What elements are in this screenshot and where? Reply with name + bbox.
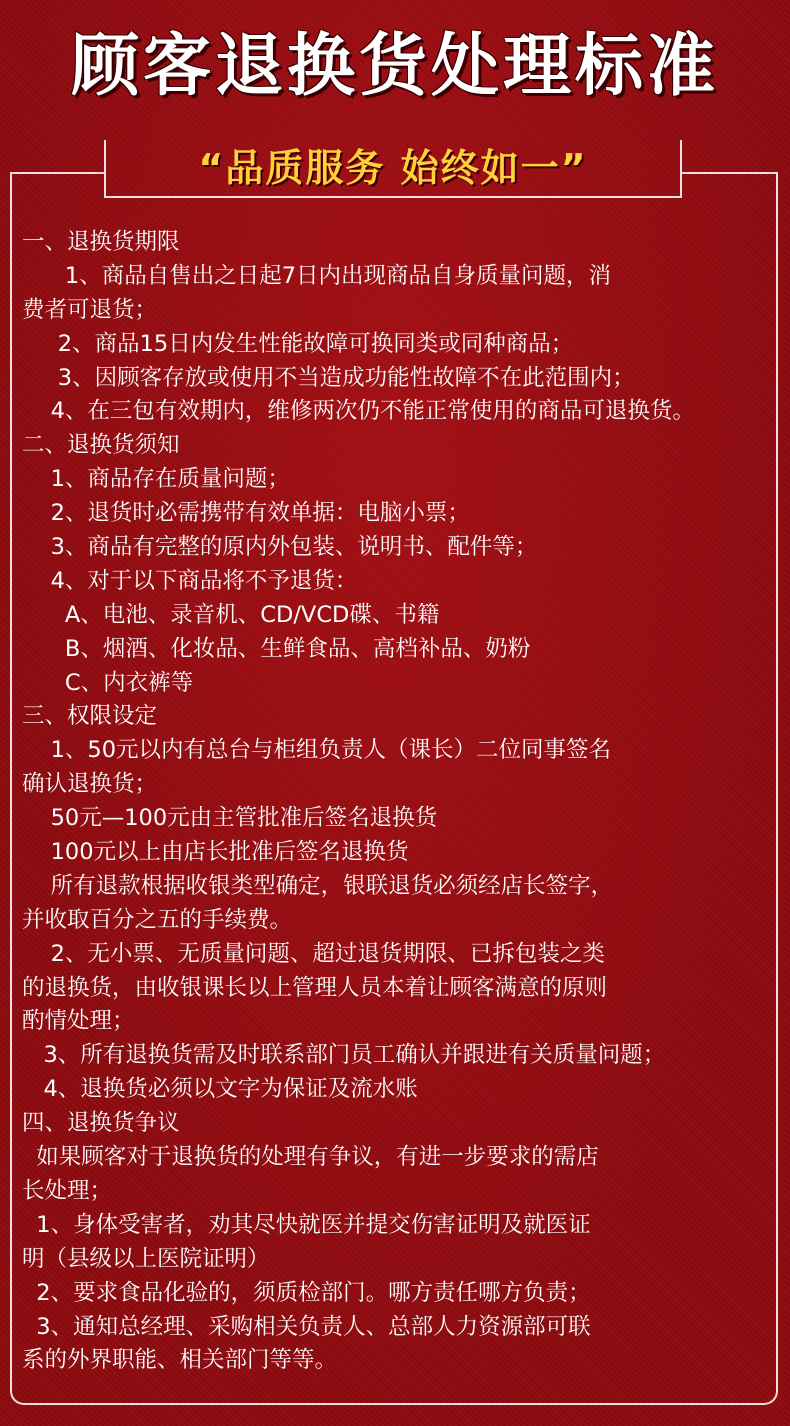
body-line: 2、要求食品化验的，须质检部门。哪方责任哪方负责； (22, 1279, 591, 1306)
body-line: C、内衣裤等 (22, 669, 194, 696)
frame-top-left-edge (10, 172, 106, 174)
body-line: 2、退货时必需携带有效单据：电脑小票； (22, 500, 470, 527)
body-line: 的退换货，由收银课长以上管理人员本着让顾客满意的原则 (22, 974, 608, 1001)
body-line: 3、因顾客存放或使用不当造成功能性故障不在此范围内； (22, 364, 635, 391)
body-line: 费者可退货； (22, 296, 158, 323)
body-line: 系的外界职能、相关部门等等。 (22, 1347, 338, 1374)
body-line: 如果顾客对于退换货的处理有争议，有进一步要求的需店 (22, 1144, 599, 1171)
body-line: 确认退换货； (22, 771, 158, 798)
section-heading-period: 一、退换货期限 (22, 229, 180, 255)
body-line: 2、商品15日内发生性能故障可换同类或同种商品； (22, 330, 574, 357)
policy-body (22, 226, 772, 1378)
page-title: 顾客退换货处理标准 (70, 27, 719, 106)
body-line: 100元以上由店长批准后签名退换货 (22, 839, 409, 866)
body-line: A、电池、录音机、CD/VCD碟、书籍 (22, 601, 440, 628)
body-line: 1、商品存在质量问题； (22, 466, 290, 493)
body-line: 2、无小票、无质量问题、超过退货期限、已拆包装之类 (22, 940, 605, 967)
body-line: 明（县级以上医院证明） (22, 1245, 270, 1272)
section-heading-authority: 三、权限设定 (22, 703, 158, 730)
body-line: 4、退换货必须以文字为保证及流水账 (22, 1076, 418, 1103)
body-line: 1、身体受害者，劝其尽快就医并提交伤害证明及就医证 (22, 1211, 591, 1238)
body-line: 所有退款根据收银类型确定，银联退货必须经店长签字， (22, 872, 614, 899)
body-line: 1、商品自售出之日起7日内出现商品自身质量问题，消 (22, 262, 612, 289)
body-line: 3、商品有完整的原内外包装、说明书、配件等； (22, 534, 538, 561)
section-heading-notice: 二、退换货须知 (22, 432, 180, 459)
body-line: 长处理； (22, 1177, 113, 1204)
body-line: 50元—100元由主管批准后签名退换货 (22, 805, 438, 832)
body-line: 3、通知总经理、采购相关负责人、总部人力资源部可联 (22, 1313, 591, 1340)
body-line: 3、所有退换货需及时联系部门员工确认并跟进有关质量问题； (22, 1042, 666, 1069)
body-line: 4、对于以下商品将不予退货： (22, 567, 358, 594)
slogan: “品质服务 始终如一” (198, 146, 588, 190)
body-line: 酌情处理； (22, 1008, 135, 1035)
body-line: 1、50元以内有总台与柜组负责人（课长）二位同事签名 (22, 737, 612, 764)
body-line: 并收取百分之五的手续费。 (22, 906, 293, 933)
section-heading-dispute: 四、退换货争议 (22, 1110, 180, 1137)
body-line: 4、在三包有效期内，维修两次仍不能正常使用的商品可退换货。 (22, 398, 695, 425)
body-line: B、烟酒、化妆品、生鲜食品、高档补品、奶粉 (22, 635, 531, 662)
frame-top-right-edge (680, 172, 778, 174)
